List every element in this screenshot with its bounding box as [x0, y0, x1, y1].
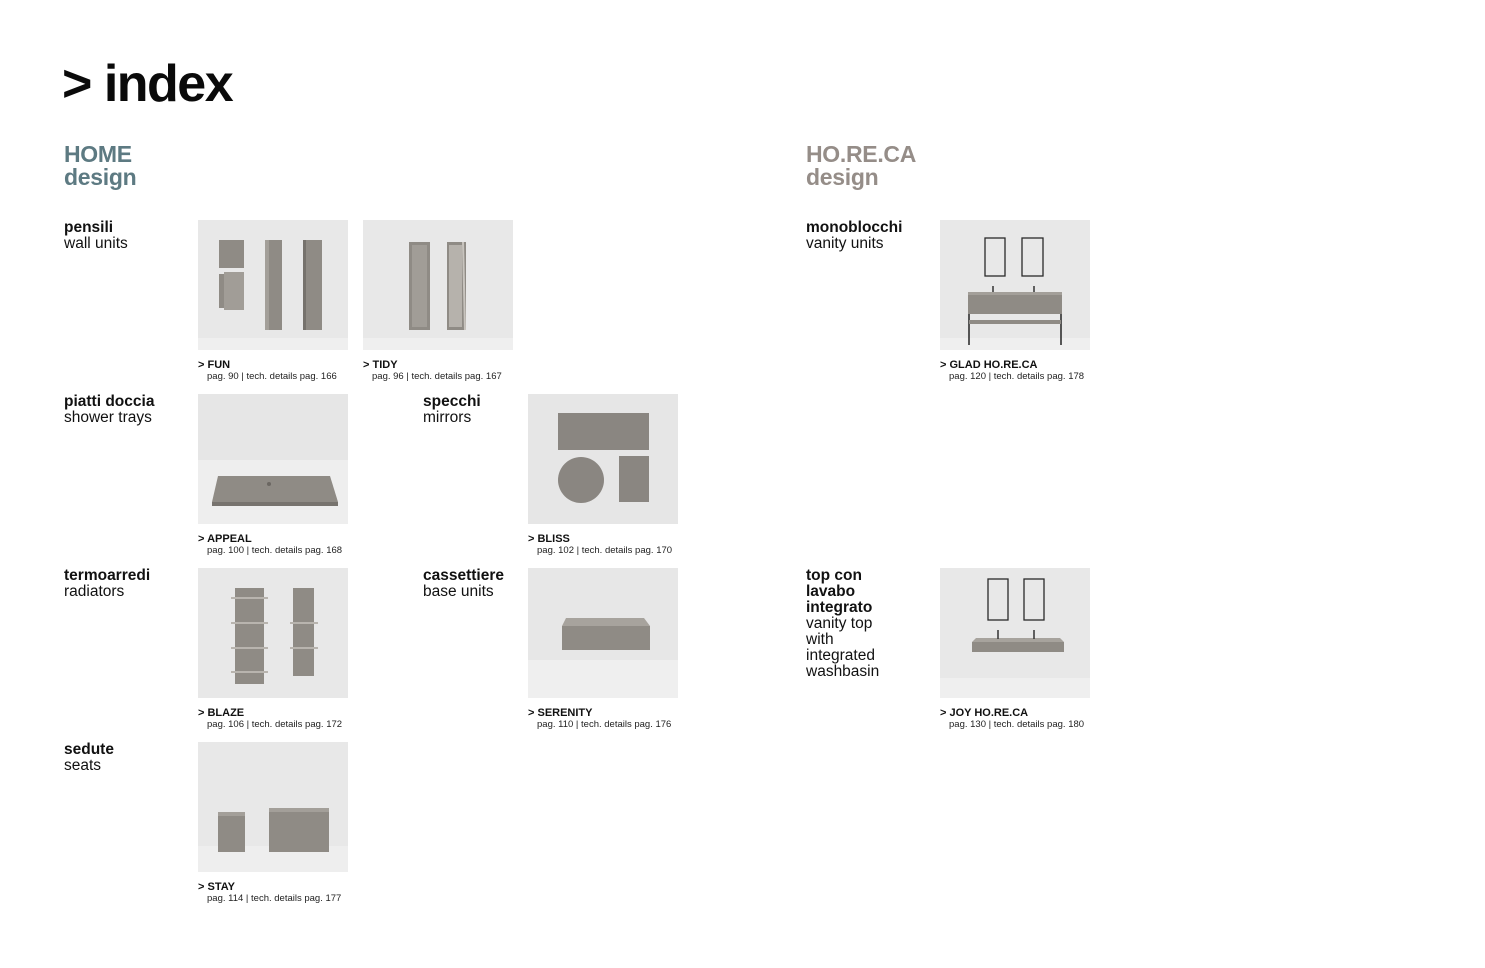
category-label-it: piatti doccia — [64, 393, 155, 410]
category-seats — [64, 742, 114, 774]
category-label-en-line4: washbasin — [806, 663, 880, 680]
category-label-it: sedute — [64, 741, 114, 758]
product-card-serenity[interactable] — [528, 568, 678, 730]
category-label-en: mirrors — [423, 409, 472, 426]
product-pages: pag. 96 | tech. details pag. 167 — [372, 371, 502, 382]
product-image-blaze[interactable] — [198, 568, 348, 698]
category-wall-units — [64, 220, 128, 252]
product-card-glad-horeca[interactable] — [940, 220, 1090, 382]
product-image-stay[interactable] — [198, 742, 348, 872]
category-label-en: vanity units — [806, 235, 884, 252]
category-label-en-line3: integrated — [806, 647, 875, 664]
horeca-heading-line1: HO.RE.CA — [806, 141, 917, 167]
horeca-heading-line2: design — [806, 164, 879, 190]
category-vanity-top — [806, 568, 879, 680]
product-pages: pag. 110 | tech. details pag. 176 — [537, 719, 672, 730]
product-name[interactable]: > SERENITY — [528, 707, 593, 719]
product-card-stay[interactable] — [198, 742, 348, 904]
category-label-en-line1: vanity top — [806, 615, 873, 632]
product-name[interactable]: > FUN — [198, 359, 231, 371]
product-image-appeal[interactable] — [198, 394, 348, 524]
category-label-en: seats — [64, 757, 102, 774]
home-design-heading — [64, 143, 136, 189]
product-card-fun[interactable] — [198, 220, 348, 382]
product-image-tidy[interactable] — [363, 220, 513, 350]
product-pages: pag. 120 | tech. details pag. 178 — [949, 371, 1085, 382]
product-name[interactable]: > TIDY — [363, 359, 398, 371]
product-pages: pag. 102 | tech. details pag. 170 — [537, 545, 673, 556]
product-pages: pag. 114 | tech. details pag. 177 — [207, 893, 342, 904]
category-vanity-units — [806, 220, 902, 252]
product-image-fun[interactable] — [198, 220, 348, 350]
product-image-bliss[interactable] — [528, 394, 678, 524]
product-pages: pag. 106 | tech. details pag. 172 — [207, 719, 343, 730]
product-name[interactable]: > GLAD HO.RE.CA — [940, 359, 1038, 371]
category-label-it: cassettiere — [423, 567, 505, 584]
category-base-units — [423, 568, 504, 600]
home-heading-line1: HOME — [64, 141, 132, 167]
product-image-joy-horeca[interactable] — [940, 568, 1090, 698]
horeca-design-heading — [806, 143, 916, 189]
product-name[interactable]: > BLAZE — [198, 707, 245, 719]
product-card-blaze[interactable] — [198, 568, 348, 730]
category-radiators — [64, 568, 150, 600]
product-name[interactable]: > STAY — [198, 881, 235, 893]
product-pages: pag. 130 | tech. details pag. 180 — [949, 719, 1085, 730]
product-image-glad-horeca[interactable] — [940, 220, 1090, 350]
category-label-en: shower trays — [64, 409, 152, 426]
category-label-it-line2: lavabo — [806, 583, 856, 600]
product-pages: pag. 90 | tech. details pag. 166 — [207, 371, 337, 382]
category-label-it: specchi — [423, 393, 481, 410]
page-title: > index — [62, 55, 233, 113]
product-card-joy-horeca[interactable] — [940, 568, 1090, 730]
product-name[interactable]: > BLISS — [528, 533, 570, 545]
product-pages: pag. 100 | tech. details pag. 168 — [207, 545, 343, 556]
category-label-it: pensili — [64, 219, 114, 236]
category-shower-trays — [64, 394, 154, 426]
product-image-serenity[interactable] — [528, 568, 678, 698]
category-label-en: base units — [423, 583, 494, 600]
category-label-en: radiators — [64, 583, 125, 600]
product-card-bliss[interactable] — [528, 394, 678, 556]
category-label-it: termoarredi — [64, 567, 151, 584]
category-label-it-line3: integrato — [806, 599, 873, 616]
product-card-appeal[interactable] — [198, 394, 348, 556]
product-card-tidy[interactable] — [363, 220, 513, 382]
home-heading-line2: design — [64, 164, 137, 190]
category-mirrors — [423, 394, 481, 426]
category-label-en: wall units — [64, 235, 128, 252]
category-label-it: monoblocchi — [806, 219, 903, 236]
product-name[interactable]: > JOY HO.RE.CA — [940, 707, 1029, 719]
category-label-it-line1: top con — [806, 567, 862, 584]
product-name[interactable]: > APPEAL — [198, 533, 252, 545]
category-label-en-line2: with — [806, 631, 834, 648]
